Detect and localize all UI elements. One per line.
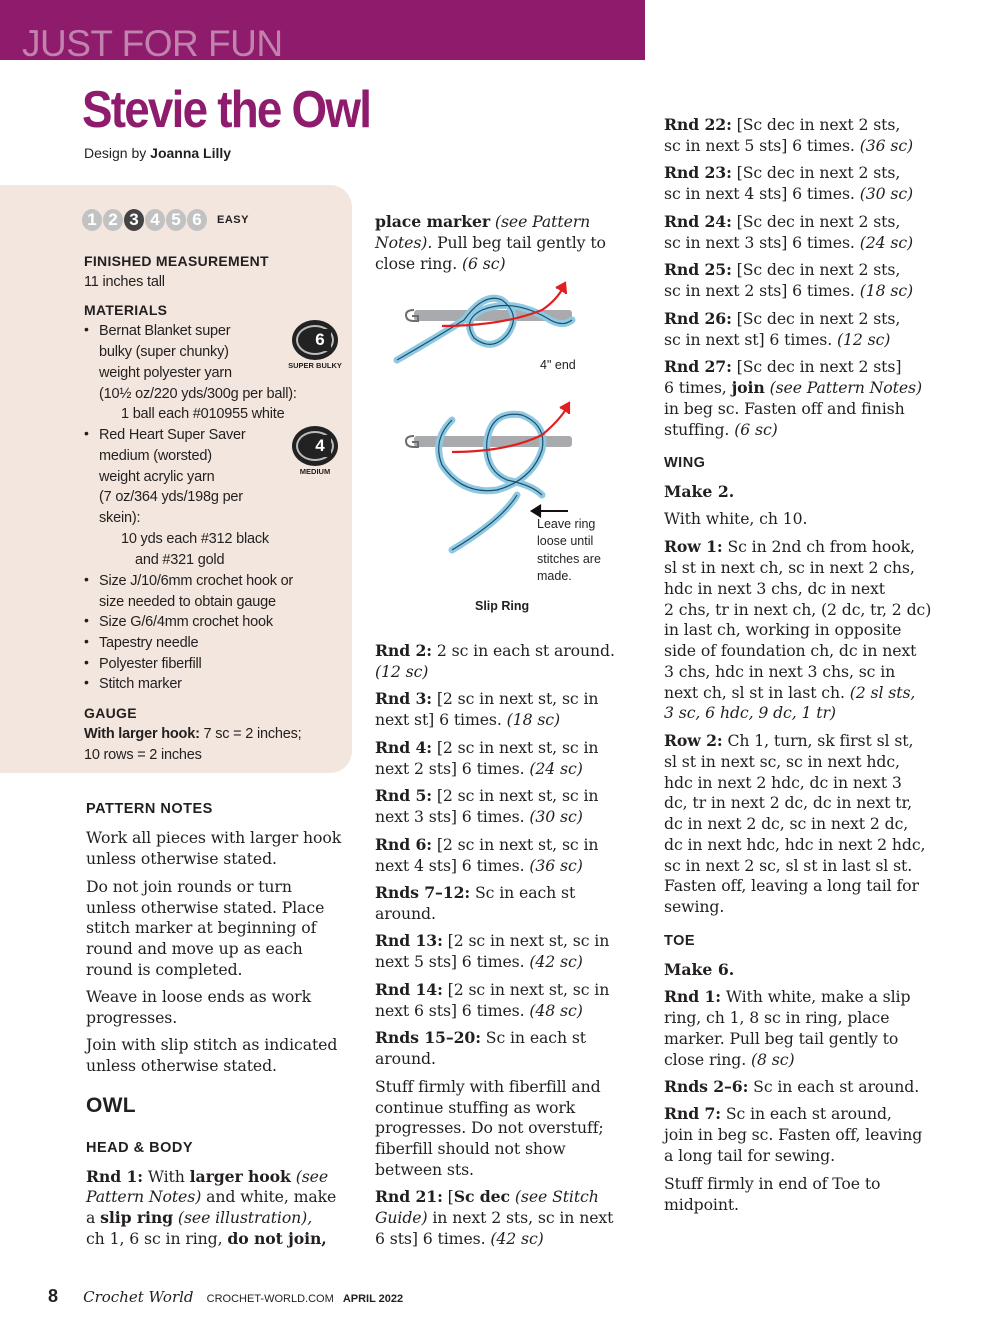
magazine-name: Crochet World [83, 1288, 194, 1306]
bullet: • [84, 654, 89, 670]
round-line: Rnd 25: [Sc dec in next 2 sts, [664, 260, 901, 279]
rnd27-line: stuffing. (6 sc) [664, 420, 778, 439]
round-line: Rnd 3: [2 sc in next st, sc in [375, 689, 599, 708]
round-line: Rnd 26: [Sc dec in next 2 sts, [664, 309, 901, 328]
toe-line: Rnd 1: With white, make a slip [664, 987, 911, 1006]
designer-name: Joanna Lilly [150, 145, 232, 161]
diagram-caption: Slip Ring [475, 599, 530, 613]
round-line: sc in next 5 sts] 6 times. (36 sc) [664, 136, 914, 155]
finished-value: 11 inches tall [84, 274, 165, 290]
row1-line: 3 sc, 6 hdc, 9 dc, 1 tr) [664, 703, 836, 722]
toe-line: join in beg sc. Fasten off, leaving [664, 1125, 923, 1144]
round-line: next 4 sts] 6 times. (36 sc) [375, 856, 583, 875]
round-line: next 5 sts] 6 times. (42 sc) [375, 952, 583, 971]
material-line: Bernat Blanket super [99, 323, 231, 339]
round-line: sc in next 3 sts] 6 times. (24 sc) [664, 233, 914, 252]
toe-line: Rnds 2–6: Sc in each st around. [664, 1077, 920, 1096]
round-line: Rnd 22: [Sc dec in next 2 sts, [664, 115, 901, 134]
note-line: stitch marker at beginning of [86, 918, 317, 937]
round-line: (12 sc) [375, 662, 429, 681]
note-line: Work all pieces with larger hook [86, 828, 342, 847]
wing-make: Make 2. [664, 482, 735, 501]
round-line: around. [375, 904, 436, 923]
yarn-loop [397, 298, 572, 550]
note-line: unless otherwise stated. [86, 1056, 277, 1075]
rnd27-line: Rnd 27: [Sc dec in next 2 sts] [664, 357, 902, 376]
byline: Design by Joanna Lilly [84, 145, 232, 161]
round-line: Rnd 23: [Sc dec in next 2 sts, [664, 163, 901, 182]
rnd21-line: Rnd 21: [Sc dec (see Stitch [375, 1187, 599, 1206]
rnd1-line: ch 1, 6 sc in ring, do not join, [86, 1229, 327, 1248]
note-line: Do not join rounds or turn [86, 877, 292, 896]
row2-line: dc, tr in next 2 dc, dc in next tr, [664, 793, 913, 812]
diagram-label: stitches are [537, 552, 601, 566]
gauge-line: With larger hook: 7 sc = 2 inches; [84, 726, 302, 742]
bullet: • [84, 321, 89, 337]
diagram-label: Leave ring [537, 517, 596, 531]
bullet: • [84, 571, 89, 587]
issue-date: APRIL 2022 [342, 1293, 404, 1305]
material-line: size needed to obtain gauge [99, 594, 276, 610]
stuff-line: continue stuffing as work [375, 1098, 576, 1117]
stuff-line: Stuff firmly with fiberfill and [375, 1077, 601, 1096]
row1-line: sl st in next ch, sc in next 2 chs, [664, 558, 915, 577]
material-line: (10½ oz/220 yds/300g per ball): [99, 386, 297, 402]
material-line: Red Heart Super Saver [99, 427, 246, 443]
row1-line: 2 chs, tr in next ch, (2 dc, tr, 2 dc) [664, 600, 932, 619]
material-line: Polyester fiberfill [99, 656, 202, 672]
wing-heading: WING [664, 455, 706, 471]
owl-heading: OWL [86, 1094, 136, 1117]
section-banner [0, 0, 645, 64]
skill-dot: 1 [82, 209, 102, 231]
round-line: sc in next st] 6 times. (12 sc) [664, 330, 891, 349]
material-line: Stitch marker [99, 676, 182, 692]
finished-heading: FINISHED MEASUREMENT [84, 253, 269, 269]
toe-make: Make 6. [664, 960, 735, 979]
stuff-line: fiberfill should not show [375, 1139, 566, 1158]
round-line: next 3 sts] 6 times. (30 sc) [375, 807, 583, 826]
bullet: • [84, 633, 89, 649]
rnd1-line: Pattern Notes) and white, make [86, 1187, 337, 1206]
skill-label: EASY [217, 214, 249, 226]
stuff-line: between sts. [375, 1160, 474, 1179]
rnd27-line: 6 times, join (see Pattern Notes) [664, 378, 923, 397]
stuff-line: progresses. Do not overstuff; [375, 1118, 604, 1137]
skill-dot-active: 3 [124, 209, 144, 231]
row2-line: sewing. [664, 897, 725, 916]
toe-line: a long tail for sewing. [664, 1146, 835, 1165]
skill-dot: 5 [166, 209, 186, 231]
material-line: 10 yds each #312 black [121, 531, 269, 547]
page-number: 8 [48, 1286, 59, 1306]
bullet: • [84, 612, 89, 628]
material-line: weight acrylic yarn [99, 469, 215, 485]
skill-level [82, 209, 249, 231]
rnd27-line: in beg sc. Fasten off and finish [664, 399, 905, 418]
yarn-weight-6-icon: 6 SUPER BULKY [287, 320, 343, 370]
row2-line: Row 2: Ch 1, turn, sk first sl st, [664, 731, 914, 750]
skill-dot: 2 [103, 209, 123, 231]
material-line: bulky (super chunky) [99, 344, 229, 360]
bullet: • [84, 674, 89, 690]
round-line: around. [375, 1049, 436, 1068]
toe-line: Rnd 7: Sc in each st around, [664, 1104, 892, 1123]
note-line: Join with slip stitch as indicated [86, 1035, 338, 1054]
material-line: medium (worsted) [99, 448, 212, 464]
round-line: Rnd 24: [Sc dec in next 2 sts, [664, 212, 901, 231]
toe-line: marker. Pull beg tail gently to [664, 1029, 899, 1048]
round-line: next 2 sts] 6 times. (24 sc) [375, 759, 583, 778]
rnd21-line: Guide) in next 2 sts, sc in next [375, 1208, 614, 1227]
skill-dot: 6 [187, 209, 207, 231]
row2-line: dc in next 2 dc, sc in next 2 dc, [664, 814, 909, 833]
toe-line: ring, ch 1, 8 sc in ring, place [664, 1008, 890, 1027]
head-body-heading: HEAD & BODY [86, 1140, 194, 1156]
material-line: 1 ball each #010955 white [121, 406, 285, 422]
yarn-outline [397, 298, 572, 550]
toe-heading: TOE [664, 933, 696, 949]
gauge-heading: GAUGE [84, 705, 137, 721]
row2-line: sl st in next sc, sc in next hdc, [664, 752, 900, 771]
round-line: sc in next 4 sts] 6 times. (30 sc) [664, 184, 914, 203]
toe-line: close ring. (8 sc) [664, 1050, 795, 1069]
rnd1-cont-line: place marker (see Pattern [375, 212, 591, 231]
round-line: sc in next 2 sts] 6 times. (18 sc) [664, 281, 914, 300]
section-label: JUST FOR FUN [22, 23, 283, 64]
note-line: unless otherwise stated. Place [86, 898, 325, 917]
rnd1-cont-line: close ring. (6 sc) [375, 254, 506, 273]
note-line: Weave in loose ends as work [86, 987, 311, 1006]
material-line: (7 oz/364 yds/198g per [99, 489, 243, 505]
rnd1-line: Rnd 1: With larger hook (see [86, 1167, 329, 1186]
round-line: next st] 6 times. (18 sc) [375, 710, 560, 729]
toe-line: Stuff firmly in end of Toe to [664, 1174, 881, 1193]
row2-line: sc in next 2 sc, sl st in last sl st. [664, 856, 913, 875]
diagram-label: 4" end [540, 358, 576, 372]
material-line: weight polyester yarn [99, 365, 232, 381]
row1-line: in last ch, working in opposite [664, 620, 902, 639]
round-line: Rnds 7–12: Sc in each st [375, 883, 576, 902]
material-line: Size J/10/6mm crochet hook or [99, 573, 294, 589]
material-line: Tapestry needle [99, 635, 199, 651]
note-line: progresses. [86, 1008, 178, 1027]
round-line: next 6 sts] 6 times. (48 sc) [375, 1001, 583, 1020]
material-line: skein): [99, 510, 141, 526]
toe-line: midpoint. [664, 1195, 739, 1214]
materials-heading: MATERIALS [84, 302, 168, 318]
page-footer [48, 1286, 403, 1307]
wing-start: With white, ch 10. [664, 509, 808, 528]
round-line: Rnd 6: [2 sc in next st, sc in [375, 835, 599, 854]
pattern-notes-heading: PATTERN NOTES [86, 801, 213, 817]
page-title: Stevie the Owl [82, 81, 371, 139]
magazine-url: CROCHET-WORLD.COM [206, 1293, 334, 1305]
material-line: and #321 gold [135, 552, 225, 568]
diagram-label: loose until [537, 534, 594, 548]
round-line: Rnds 15–20: Sc in each st [375, 1028, 586, 1047]
note-line: unless otherwise stated. [86, 849, 277, 868]
row1-line: side of foundation ch, dc in next [664, 641, 917, 660]
rnd1-cont-line: Notes). Pull beg tail gently to [375, 233, 606, 252]
note-line: round and move up as each [86, 939, 303, 958]
rnd1-line: a slip ring (see illustration), [86, 1208, 313, 1227]
row1-line: Row 1: Sc in 2nd ch from hook, [664, 537, 915, 556]
round-line: Rnd 5: [2 sc in next st, sc in [375, 786, 599, 805]
bullet: • [84, 425, 89, 441]
round-line: Rnd 2: 2 sc in each st around. [375, 641, 615, 660]
row1-line: hdc in next 3 chs, dc in next [664, 579, 885, 598]
diagram-label: made. [537, 569, 572, 583]
skill-dot: 4 [145, 209, 165, 231]
row2-line: dc in next hdc, hdc in next 2 hdc, [664, 835, 926, 854]
note-line: round is completed. [86, 960, 243, 979]
row1-line: 3 chs, hdc in next 3 chs, sc in [664, 662, 896, 681]
gauge-line: 10 rows = 2 inches [84, 747, 202, 763]
round-line: Rnd 4: [2 sc in next st, sc in [375, 738, 599, 757]
rnd21-line: 6 sts] 6 times. (42 sc) [375, 1229, 544, 1248]
row2-line: Fasten off, leaving a long tail for [664, 876, 919, 895]
round-line: Rnd 14: [2 sc in next st, sc in [375, 980, 610, 999]
yarn-weight-4-icon: 4 MEDIUM [287, 426, 343, 476]
row2-line: hdc in next 2 hdc, dc in next 3 [664, 773, 902, 792]
row1-line: next ch, sl st in last ch. (2 sl sts, [664, 683, 916, 702]
round-line: Rnd 13: [2 sc in next st, sc in [375, 931, 610, 950]
material-line: Size G/6/4mm crochet hook [99, 614, 273, 630]
